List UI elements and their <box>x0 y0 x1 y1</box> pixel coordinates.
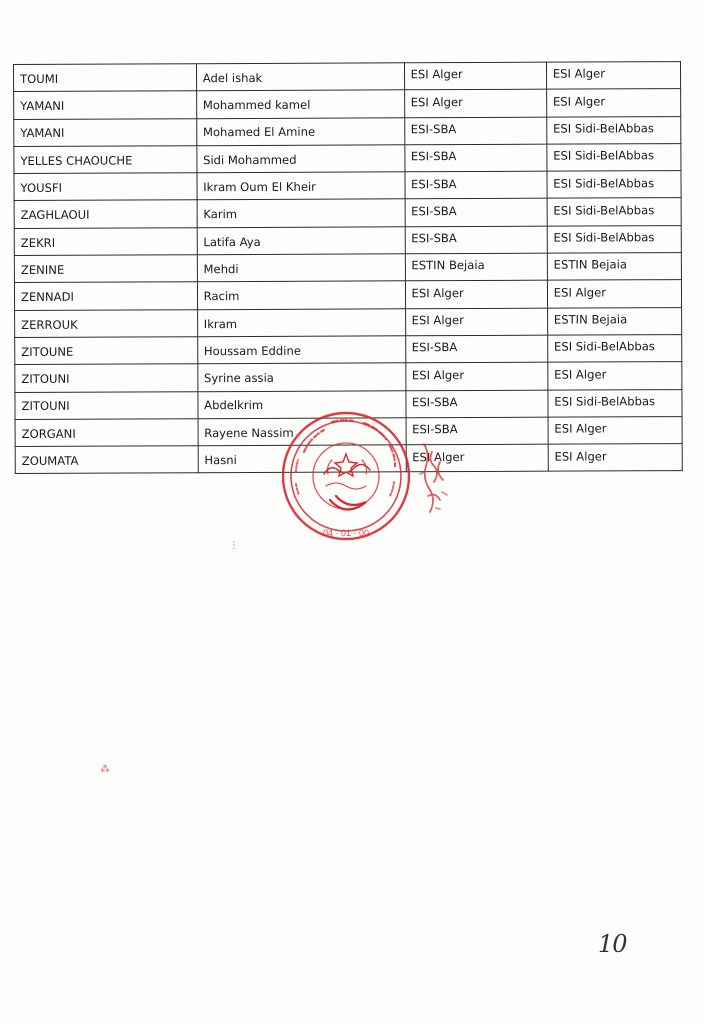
assignment-cell: ESI Sidi-BelAbbas <box>547 225 681 253</box>
school-cell: ESI-SBA <box>404 171 546 199</box>
table-row <box>15 335 682 365</box>
school-cell: ESI Alger <box>404 89 546 117</box>
first-name-cell: Ikram Oum El Kheir <box>197 172 405 200</box>
first-name-cell: Mohammed kamel <box>196 90 404 118</box>
last-name-cell: YAMANI <box>14 118 197 146</box>
school-cell: ESI-SBA <box>405 199 547 227</box>
table-row <box>14 143 681 173</box>
ink-speck: ⋮ <box>229 540 239 551</box>
school-cell: ESI-SBA <box>405 390 547 418</box>
assignment-cell: ESI Alger <box>548 444 682 472</box>
school-cell: ESI Alger <box>406 444 548 472</box>
table-row <box>14 89 681 119</box>
table-row <box>14 116 681 146</box>
school-cell: ESI Alger <box>405 281 547 309</box>
official-stamp <box>282 404 462 552</box>
last-name-cell: YOUSFI <box>14 173 197 201</box>
first-name-cell: Sidi Mohammed <box>196 145 404 173</box>
page-number: 10 <box>598 930 627 958</box>
first-name-cell: Abdelkrim <box>198 390 406 418</box>
table-row <box>15 362 682 392</box>
first-name-cell: Adel ishak <box>196 63 404 91</box>
last-name-cell: ZENINE <box>14 255 197 283</box>
last-name-cell: ZITOUNI <box>15 391 198 419</box>
first-name-cell: Racim <box>197 281 405 309</box>
last-name-cell: ZEKRI <box>14 227 197 255</box>
last-name-cell: ZITOUNI <box>15 364 198 392</box>
last-name-cell: YAMANI <box>14 91 197 119</box>
table-row <box>14 225 681 255</box>
last-name-cell: ZOUMATA <box>15 446 198 474</box>
school-cell: ESI-SBA <box>406 417 548 445</box>
school-cell: ESI-SBA <box>405 335 547 363</box>
last-name-cell: YELLES CHAOUCHE <box>14 146 197 174</box>
school-cell: ESI-SBA <box>405 226 547 254</box>
assignment-cell: ESI Sidi-BelAbbas <box>547 116 681 144</box>
assignment-cell: ESI Sidi-BelAbbas <box>547 198 681 226</box>
last-name-cell: ZORGANI <box>15 419 198 447</box>
last-name-cell: ZAGHLAOUI <box>14 200 197 228</box>
assignment-cell: ESI Alger <box>548 362 682 390</box>
assignment-cell: ESI Alger <box>548 416 682 444</box>
first-name-cell: Hasni <box>198 445 406 473</box>
table-row <box>14 171 681 201</box>
assignment-cell: ESI Alger <box>546 89 680 117</box>
table-row <box>14 280 681 310</box>
first-name-cell: Latifa Aya <box>197 227 405 255</box>
last-name-cell: ZERROUK <box>15 309 198 337</box>
school-cell: ESI-SBA <box>404 144 546 172</box>
school-cell: ESI-SBA <box>404 117 546 145</box>
assignment-cell: ESI Alger <box>547 280 681 308</box>
ink-speck: ⁂ <box>100 764 110 775</box>
assignment-cell: ESI Sidi-BelAbbas <box>547 335 681 363</box>
table-row <box>15 307 682 337</box>
school-cell: ESI Alger <box>404 62 546 90</box>
assignment-cell: ESTIN Bejaia <box>547 307 681 335</box>
assignment-cell: ESTIN Bejaia <box>547 253 681 281</box>
first-name-cell: Houssam Eddine <box>197 336 405 364</box>
school-cell: ESI Alger <box>405 362 547 390</box>
table-row <box>14 62 681 92</box>
first-name-cell: Mehdi <box>197 254 405 282</box>
table-row <box>14 253 681 283</box>
first-name-cell: Rayene Nassim <box>198 418 406 446</box>
table-row <box>14 198 681 228</box>
official-stamp-graphic <box>282 404 462 552</box>
first-name-cell: Mohamed El Amine <box>196 117 404 145</box>
assignment-cell: ESI Sidi-BelAbbas <box>547 143 681 171</box>
assignment-cell: ESI Sidi-BelAbbas <box>548 389 682 417</box>
school-cell: ESI Alger <box>405 308 547 336</box>
last-name-cell: ZENNADI <box>14 282 197 310</box>
assignment-cell: ESI Alger <box>546 62 680 90</box>
last-name-cell: TOUMI <box>14 64 197 92</box>
first-name-cell: Ikram <box>197 308 405 336</box>
last-name-cell: ZITOUNE <box>15 337 198 365</box>
stamp-date: 04 · 01 · 00 <box>322 528 370 538</box>
first-name-cell: Karim <box>197 199 405 227</box>
assignment-cell: ESI Sidi-BelAbbas <box>547 171 681 199</box>
first-name-cell: Syrine assia <box>197 363 405 391</box>
school-cell: ESTIN Bejaia <box>405 253 547 281</box>
